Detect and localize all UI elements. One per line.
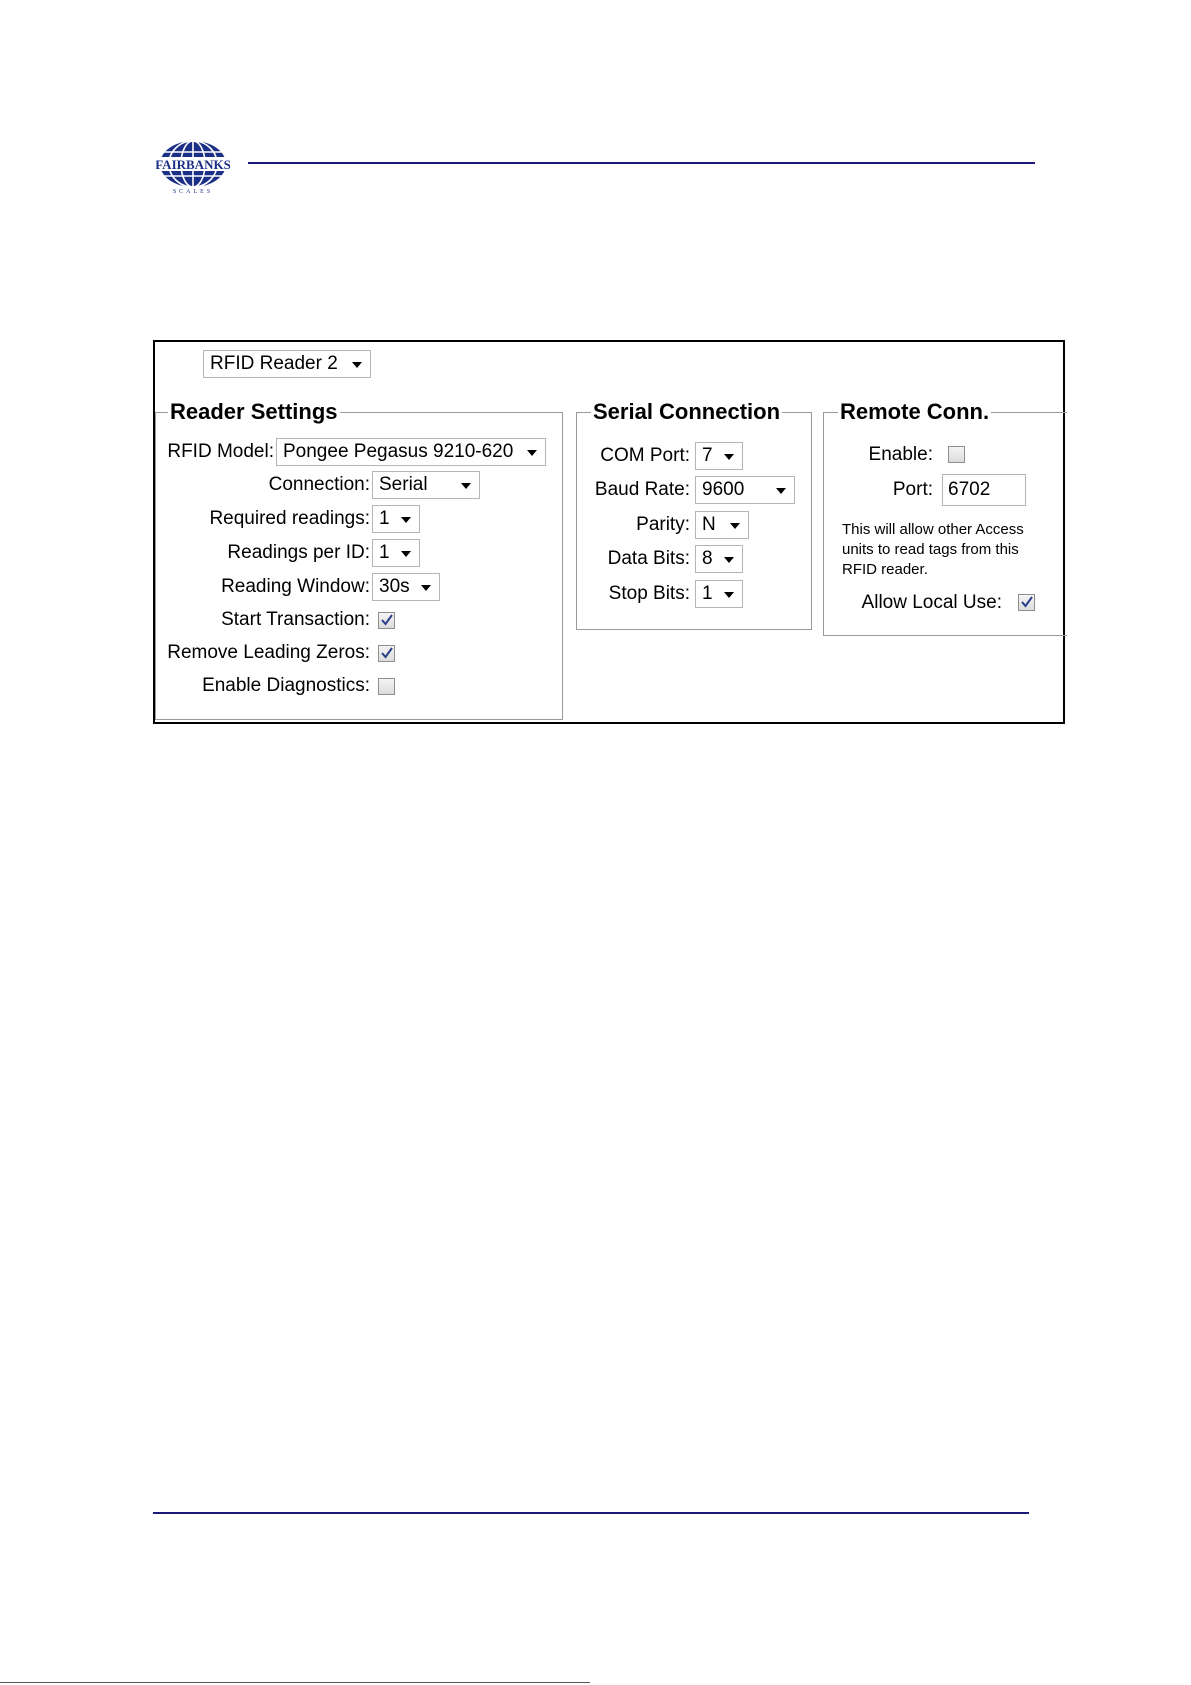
baud-rate-value: 9600 (702, 479, 745, 500)
start-transaction-label: Start Transaction: (221, 609, 370, 630)
baud-rate-label: Baud Rate: (594, 479, 690, 500)
parity-value: N (702, 514, 716, 535)
serial-connection-title: Serial Connection (593, 399, 781, 424)
chevron-down-icon (527, 450, 537, 456)
remote-note-line-2: units to read tags from this (842, 541, 1019, 558)
allow-local-use-checkbox[interactable] (1018, 594, 1035, 611)
reader-select-value: RFID Reader 2 (210, 353, 338, 374)
stop-bits-label: Stop Bits: (608, 583, 690, 604)
chevron-down-icon (352, 362, 362, 368)
port-label: Port: (892, 479, 933, 500)
chevron-down-icon (730, 523, 740, 529)
rfid-model-select[interactable] (276, 438, 546, 466)
remove-leading-zeros-checkbox[interactable] (378, 645, 395, 662)
data-bits-value: 8 (702, 548, 713, 569)
chevron-down-icon (461, 483, 471, 489)
fairbanks-logo (156, 140, 230, 194)
enable-diagnostics-label: Enable Diagnostics: (202, 675, 370, 696)
reading-window-value: 30s (379, 576, 410, 597)
chevron-down-icon (724, 557, 734, 563)
parity-label: Parity: (636, 514, 690, 535)
required-readings-select[interactable] (372, 505, 420, 533)
stop-bits-value: 1 (702, 583, 713, 604)
rfid-settings-panel (153, 340, 1065, 724)
enable-checkbox[interactable] (948, 446, 965, 463)
com-port-value: 7 (702, 445, 713, 466)
com-port-select[interactable] (695, 442, 743, 470)
connection-value: Serial (379, 474, 428, 495)
chevron-down-icon (724, 592, 734, 598)
serial-connection-group (576, 399, 812, 630)
chevron-down-icon (421, 585, 431, 591)
required-readings-label: Required readings: (209, 508, 370, 529)
allow-local-use-label: Allow Local Use: (861, 592, 1002, 613)
reader-settings-title: Reader Settings (170, 399, 338, 424)
remote-note-line-3: RFID reader. (842, 561, 928, 578)
check-icon (380, 646, 394, 660)
check-icon (380, 613, 394, 627)
remote-note-line-1: This will allow other Access (842, 521, 1024, 538)
enable-diagnostics-checkbox[interactable] (378, 678, 395, 695)
parity-select[interactable] (695, 511, 749, 539)
remote-conn-group (823, 399, 1067, 636)
readings-per-id-value: 1 (379, 542, 390, 563)
rfid-model-value: Pongee Pegasus 9210-620 (283, 441, 514, 462)
chevron-down-icon (724, 454, 734, 460)
stop-bits-select[interactable] (695, 580, 743, 608)
chevron-down-icon (401, 517, 411, 523)
logo-brand-text: FAIRBANKS (156, 157, 230, 172)
reading-window-select[interactable] (372, 573, 440, 601)
reading-window-label: Reading Window: (221, 576, 370, 597)
footer-rule (153, 1512, 1029, 1514)
chevron-down-icon (776, 488, 786, 494)
data-bits-select[interactable] (695, 545, 743, 573)
globe-logo-icon (156, 140, 230, 194)
logo-sub-text: SCALES (172, 189, 214, 194)
data-bits-label: Data Bits: (607, 548, 690, 569)
page-bottom-rule (0, 1682, 590, 1683)
start-transaction-checkbox[interactable] (378, 612, 395, 629)
baud-rate-select[interactable] (695, 476, 795, 504)
rfid-model-label: RFID Model: (167, 441, 274, 462)
port-input[interactable]: 6702 (942, 474, 1026, 506)
connection-select[interactable] (372, 471, 480, 499)
remote-conn-title: Remote Conn. (840, 399, 990, 424)
readings-per-id-label: Readings per ID: (227, 542, 370, 563)
required-readings-value: 1 (379, 508, 390, 529)
chevron-down-icon (401, 551, 411, 557)
readings-per-id-select[interactable] (372, 539, 420, 567)
check-icon (1020, 595, 1034, 609)
header-rule (248, 162, 1035, 164)
com-port-label: COM Port: (600, 445, 690, 466)
reader-settings-group (155, 399, 563, 720)
remove-leading-zeros-label: Remove Leading Zeros: (167, 642, 370, 663)
connection-label: Connection: (268, 474, 370, 495)
enable-label: Enable: (868, 444, 933, 465)
reader-select[interactable] (203, 350, 371, 378)
